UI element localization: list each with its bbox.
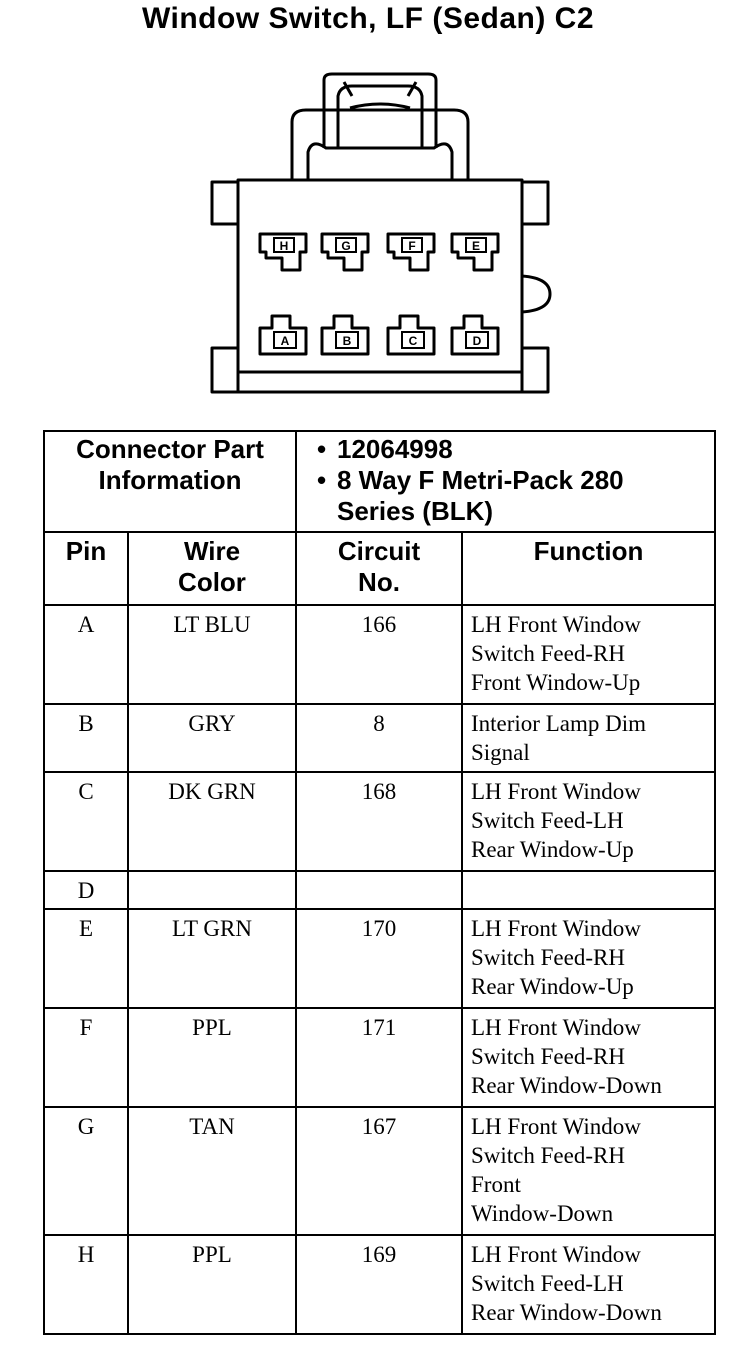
wire-color-cell: DK GRN xyxy=(128,772,296,871)
function-cell xyxy=(462,1107,715,1235)
pin-label-b: B xyxy=(342,334,352,348)
pin-cell: B xyxy=(44,704,128,772)
circuit-cell: 8 xyxy=(296,704,462,772)
table-row xyxy=(44,704,715,772)
function-line: Rear Window-Up xyxy=(471,837,634,862)
function-line: Switch Feed-RH xyxy=(471,945,625,970)
table-row xyxy=(44,605,715,704)
polarizing-bump xyxy=(522,276,550,312)
pin-label-a: A xyxy=(280,334,290,348)
col-header-circuit: Circuit No. xyxy=(296,532,462,605)
function-cell xyxy=(462,909,715,1008)
function-cell xyxy=(462,704,715,772)
function-cell xyxy=(462,1235,715,1334)
connector-diagram xyxy=(200,72,560,412)
part-info-row xyxy=(44,431,715,532)
col-header-function: Function xyxy=(462,532,715,605)
pin-cell: A xyxy=(44,605,128,704)
function-line: LH Front Window xyxy=(471,612,641,637)
part-description: • 8 Way F Metri-Pack 280 xyxy=(337,465,714,496)
left-rib-top xyxy=(212,182,238,224)
wire-color-cell: PPL xyxy=(128,1235,296,1334)
function-line: Front Window-Up xyxy=(471,670,641,695)
function-cell xyxy=(462,1008,715,1107)
circuit-cell: 168 xyxy=(296,772,462,871)
pin-cell: D xyxy=(44,871,128,909)
part-description-cont: Series (BLK) xyxy=(337,496,494,526)
pin-cell: H xyxy=(44,1235,128,1334)
bottom-rail xyxy=(238,372,522,392)
pin-label-g: G xyxy=(341,239,351,253)
table-row xyxy=(44,772,715,871)
col-header-pin: Pin xyxy=(44,532,128,605)
connector-table xyxy=(43,430,716,1335)
pin-cell: E xyxy=(44,909,128,1008)
function-line: Switch Feed-RH xyxy=(471,1143,625,1168)
function-line: Switch Feed-LH xyxy=(471,808,624,833)
column-header-row xyxy=(44,532,715,605)
table-row xyxy=(44,1107,715,1235)
function-line: Switch Feed-RH xyxy=(471,641,625,666)
table-row xyxy=(44,1008,715,1107)
function-line: Switch Feed-LH xyxy=(471,1271,624,1296)
function-line: LH Front Window xyxy=(471,1114,641,1139)
pin-cell: F xyxy=(44,1008,128,1107)
page-title: Window Switch, LF (Sedan) C2 xyxy=(141,2,595,35)
circuit-cell: 171 xyxy=(296,1008,462,1107)
part-info-label: Connector Part Information xyxy=(44,431,296,532)
function-line: Switch Feed-RH xyxy=(471,1044,625,1069)
col-header-wire-color: Wire Color xyxy=(128,532,296,605)
function-line: LH Front Window xyxy=(471,779,641,804)
function-cell xyxy=(462,605,715,704)
circuit-cell: 167 xyxy=(296,1107,462,1235)
function-line: LH Front Window xyxy=(471,1242,641,1267)
wire-color-cell: LT GRN xyxy=(128,909,296,1008)
function-line: Rear Window-Down xyxy=(471,1073,662,1098)
pin-label-d: D xyxy=(472,334,482,348)
function-line: Rear Window-Up xyxy=(471,974,634,999)
table-row xyxy=(44,909,715,1008)
function-line: Window-Down xyxy=(471,1201,614,1226)
table-row xyxy=(44,871,715,909)
circuit-cell: 169 xyxy=(296,1235,462,1334)
right-rib-bottom xyxy=(522,348,548,392)
pin-cell: G xyxy=(44,1107,128,1235)
pin-label-f: F xyxy=(408,239,416,253)
circuit-cell xyxy=(296,871,462,909)
right-rib-top xyxy=(522,182,548,224)
pin-cell: C xyxy=(44,772,128,871)
circuit-cell: 166 xyxy=(296,605,462,704)
pin-label-e: E xyxy=(471,239,481,253)
wire-color-cell xyxy=(128,871,296,909)
wire-color-cell: PPL xyxy=(128,1008,296,1107)
wire-color-cell: LT BLU xyxy=(128,605,296,704)
function-line: Interior Lamp Dim xyxy=(471,711,647,736)
function-line: LH Front Window xyxy=(471,1015,641,1040)
function-line: Rear Window-Down xyxy=(471,1300,662,1325)
part-number: • 12064998 xyxy=(337,434,714,465)
pin-label-h: H xyxy=(279,239,289,253)
wire-color-cell: GRY xyxy=(128,704,296,772)
function-line: Signal xyxy=(471,740,530,765)
function-cell xyxy=(462,871,715,909)
function-line: Front xyxy=(471,1172,521,1197)
left-rib-bottom xyxy=(212,348,238,392)
table-row xyxy=(44,1235,715,1334)
pin-label-c: C xyxy=(408,334,418,348)
wire-color-cell: TAN xyxy=(128,1107,296,1235)
function-cell xyxy=(462,772,715,871)
function-line: LH Front Window xyxy=(471,916,641,941)
circuit-cell: 170 xyxy=(296,909,462,1008)
part-info-values xyxy=(296,431,715,532)
